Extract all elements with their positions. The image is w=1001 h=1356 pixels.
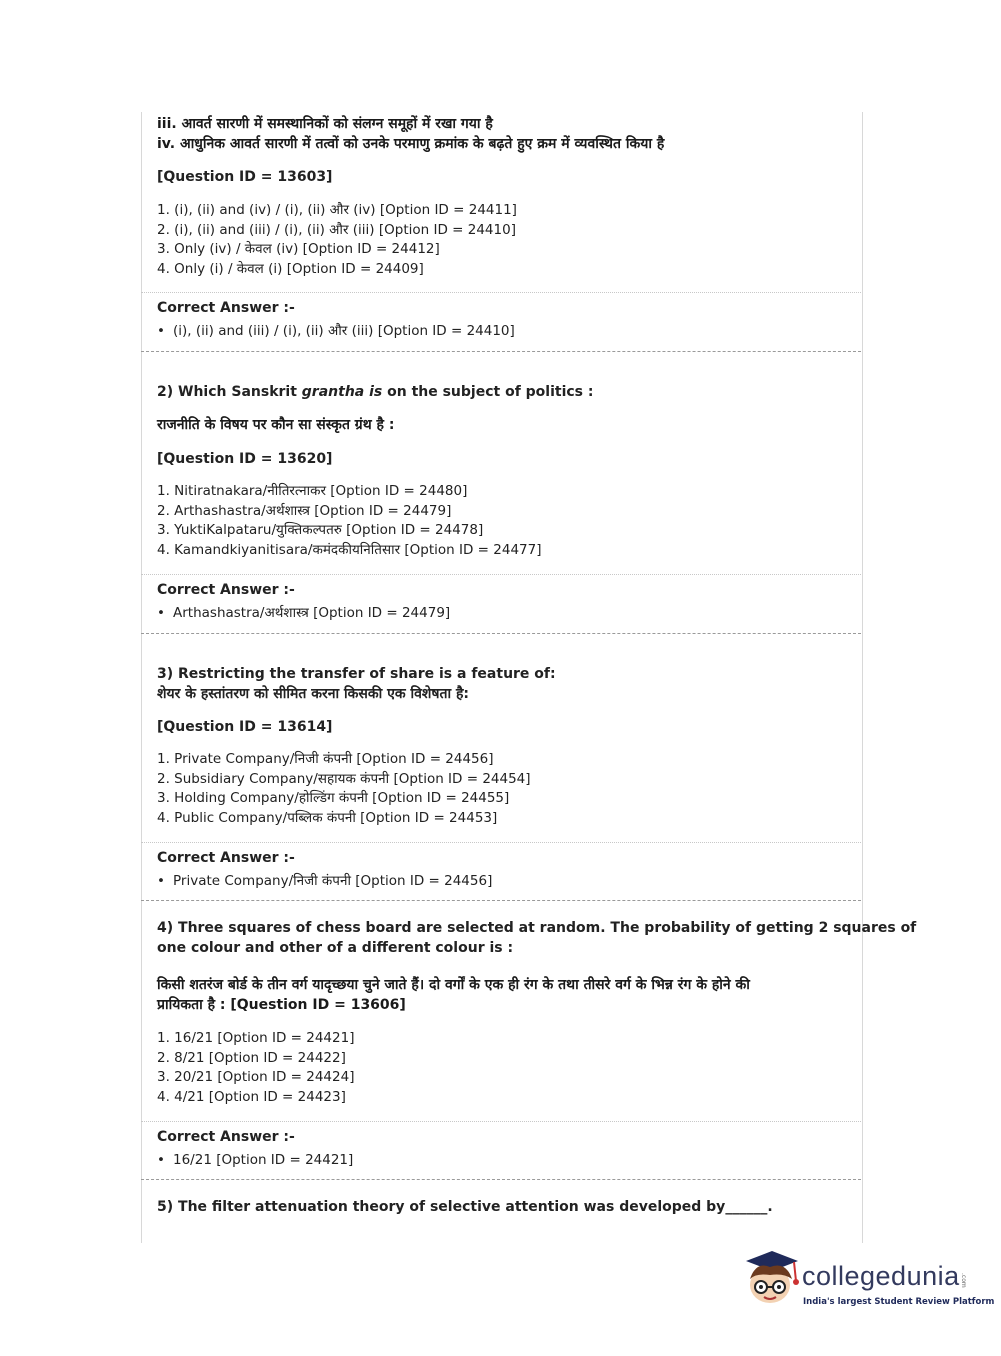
q5-title: 5) The filter attenuation theory of selective attention was developed by______. (157, 1199, 773, 1215)
q3-option: 1. Private Company/निजी कंपनी [Option ID = 24456] (157, 751, 494, 767)
q2-answer-label: Correct Answer :- (157, 582, 295, 598)
q1-option: 1. (i), (ii) and (iv) / (i), (ii) और (iv) [Option ID = 24411] (157, 202, 517, 218)
q4-answer-text: 16/21 [Option ID = 24421] (173, 1152, 354, 1168)
question-separator (141, 633, 861, 634)
q1-stmt-iv: iv. आधुनिक आवर्त सारणी में तत्वों को उनके परमाणु क्रमांक के बढ़ते हुए क्रम में व्यवस्थित किया है (157, 136, 665, 152)
collegedunia-logo[interactable] (742, 1249, 995, 1313)
divider (141, 574, 861, 575)
divider (141, 1121, 861, 1122)
q2-title: 2) Which Sanskrit grantha is on the subject of politics : (157, 384, 594, 400)
divider (141, 292, 861, 293)
q2-answer-text: Arthashastra/अर्थशास्त्र [Option ID = 24479] (173, 605, 451, 621)
q1-answer-text: (i), (ii) and (iii) / (i), (ii) और (iii) [Option ID = 24410] (173, 323, 515, 339)
question-separator (141, 1179, 861, 1180)
logo-name: collegedunia (802, 1261, 960, 1291)
q1-option: 4. Only (i) / केवल (i) [Option ID = 24409] (157, 260, 424, 277)
q1-option: 2. (i), (ii) and (iii) / (i), (ii) और (iii) [Option ID = 24410] (157, 221, 516, 238)
q1-answer-label: Correct Answer :- (157, 300, 295, 316)
q3-option: 3. Holding Company/होल्डिंग कंपनी [Option ID = 24455] (157, 790, 510, 806)
q3-question-id: [Question ID = 13614] (157, 719, 333, 735)
q2-options (157, 482, 847, 560)
q4-option: 1. 16/21 [Option ID = 24421] (157, 1030, 355, 1046)
q1-statements (157, 114, 847, 154)
mascot-icon (742, 1249, 802, 1313)
q1-answer: • (i), (ii) and (iii) / (i), (ii) और (iii) [Option ID = 24410] (157, 323, 515, 339)
q4-option: 3. 20/21 [Option ID = 24424] (157, 1069, 355, 1085)
logo-suffix: .com (960, 1273, 967, 1288)
q3-option: 2. Subsidiary Company/सहायक कंपनी [Option ID = 24454] (157, 770, 531, 787)
q2-option: 1. Nitiratnakara/नीतिरत्नाकर [Option ID = 24480] (157, 483, 468, 499)
q2-question-id: [Question ID = 13620] (157, 451, 333, 467)
question-separator (141, 351, 861, 352)
q2-option: 4. Kamandkiyanitisara/कमंदकीयनितिसार [Option ID = 24477] (157, 541, 542, 558)
q2-option: 2. Arthashastra/अर्थशास्त्र [Option ID = 24479] (157, 502, 452, 519)
q4-options (157, 1029, 847, 1107)
divider (141, 842, 861, 843)
q4-title: 4) Three squares of chess board are selected at random. The probability of getting 2 squares of one colour and other of a different colour is : (157, 920, 917, 956)
q1-stmt-iii: iii. आवर्त सारणी में समस्थानिकों को संलग्न समूहों में रखा गया है (157, 116, 493, 132)
q3-answer: • Private Company/निजी कंपनी [Option ID = 24456] (157, 873, 493, 889)
q1-options (157, 201, 847, 279)
q4-option: 2. 8/21 [Option ID = 24422] (157, 1049, 346, 1066)
q3-option: 4. Public Company/पब्लिक कंपनी [Option ID = 24453] (157, 809, 498, 826)
q2-title-hindi: राजनीति के विषय पर कौन सा संस्कृत ग्रंथ है : (157, 417, 395, 433)
q3-answer-text: Private Company/निजी कंपनी [Option ID = 24456] (173, 873, 493, 889)
q3-options (157, 750, 847, 828)
q1-option: 3. Only (iv) / केवल (iv) [Option ID = 24412] (157, 241, 440, 257)
q4-answer-label: Correct Answer :- (157, 1129, 295, 1145)
q4-title-hindi: किसी शतरंज बोर्ड के तीन वर्ग यादृच्छया चुने जाते हैं। दो वर्गों के एक ही रंग के तथा तीसरे वर्ग के भिन्न रंग के होने की प्रायिकता है : [Question ID = 13606] (157, 977, 750, 1013)
q3-answer-label: Correct Answer :- (157, 850, 295, 866)
q3-title-hindi: शेयर के हस्तांतरण को सीमित करना किसकी एक विशेषता है: (157, 686, 469, 702)
question-separator (141, 900, 861, 901)
q4-answer: • 16/21 [Option ID = 24421] (157, 1152, 354, 1168)
q1-question-id: [Question ID = 13603] (157, 169, 333, 185)
q3-title: 3) Restricting the transfer of share is a feature of: शेयर के हस्तांतरण को सीमित करना किसकी एक विशेषता है: (157, 664, 847, 704)
q2-option: 3. YuktiKalpataru/युक्तिकल्पतरु [Option ID = 24478] (157, 522, 484, 538)
logo-tagline: India's largest Student Review Platform (803, 1297, 995, 1307)
q2-answer: • Arthashastra/अर्थशास्त्र [Option ID = 24479] (157, 605, 451, 621)
q4-option: 4. 4/21 [Option ID = 24423] (157, 1088, 346, 1105)
